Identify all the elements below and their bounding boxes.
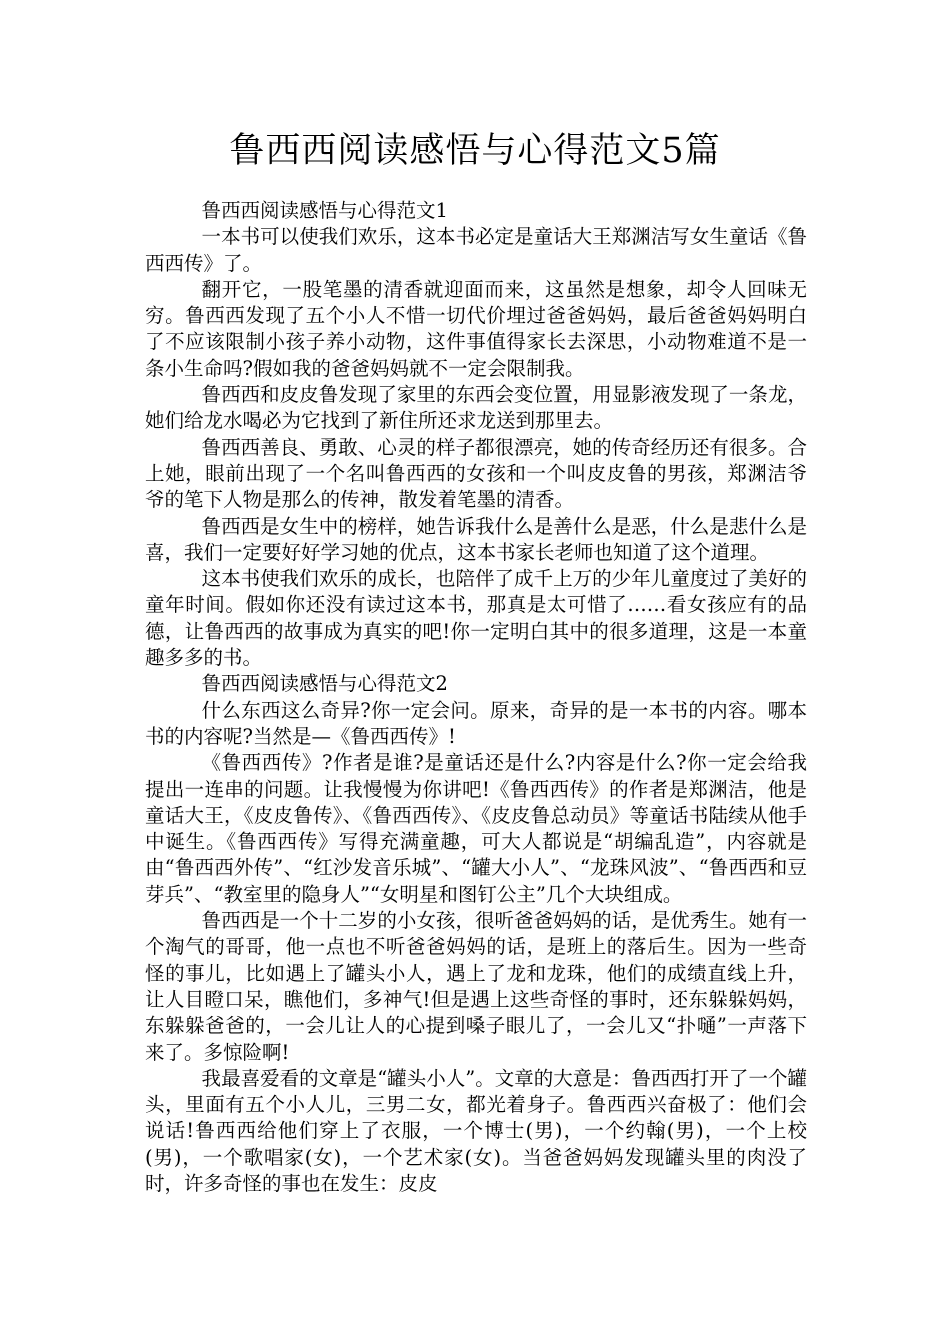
- paragraph: 鲁西西是女生中的榜样，她告诉我什么是善什么是恶，什么是悲什么是喜，我们一定要好好学习她的优点，这本书家长老师也知道了这个道理。: [145, 514, 807, 564]
- section-heading: 鲁西西阅读感悟与心得范文1: [201, 199, 448, 222]
- paragraph: 鲁西西是一个十二岁的小女孩，很听爸爸妈妈的话，是优秀生。她有一个淘气的哥哥，他一点也不听爸爸妈妈的话，是班上的落后生。因为一些奇怪的事儿，比如遇上了罐头小人，遇上了龙和龙珠，他们的成绩直线上升，让人目瞪口呆，瞧他们，多神气!但是遇上这些奇怪的事时，还东躲躲妈妈，东躲躲爸爸的，一会儿让人的心提到嗓子眼儿了，一会儿又“扑嗵”一声落下来了。多惊险啊!: [145, 909, 807, 1064]
- paragraph: 这本书使我们欢乐的成长，也陪伴了成千上万的少年儿童度过了美好的童年时间。假如你还没有读过这本书，那真是太可惜了……看女孩应有的品德，让鲁西西的故事成为真实的吧!你一定明白其中的很多道理，这是一本童趣多多的书。: [145, 567, 807, 670]
- paragraph: 什么东西这么奇异?你一定会问。原来，奇异的是一本书的内容。哪本书的内容呢?当然是—《鲁西西传》!: [145, 698, 807, 748]
- paragraph: 《鲁西西传》?作者是谁?是童话还是什么?内容是什么?你一定会给我提出一连串的问题。让我慢慢为你讲吧!《鲁西西传》的作者是郑渊洁，他是童话大王，《皮皮鲁传》、《鲁西西传》、《皮皮鲁总动员》等童话书陆续从他手中诞生。《鲁西西传》写得充满童趣，可大人都说是“胡编乱造”，内容就是由“鲁西西外传”、“红沙发音乐城”、“罐大小人”、“龙珠风波”、“鲁西西和豆芽兵”、“教室里的隐身人”“女明星和图钉公主”几个大块组成。: [145, 751, 807, 906]
- paragraph: 一本书可以使我们欢乐，这本书必定是童话大王郑渊洁写女生童话《鲁西西传》了。: [145, 225, 807, 275]
- page-title: 鲁西西阅读感悟与心得范文5篇: [229, 131, 721, 171]
- section-heading: 鲁西西阅读感悟与心得范文2: [201, 672, 448, 696]
- document-body: [145, 198, 807, 1197]
- paragraph: 鲁西西善良、勇敢、心灵的样子都很漂亮，她的传奇经历还有很多。合上她，眼前出现了一个名叫鲁西西的女孩和一个叫皮皮鲁的男孩，郑渊洁爷爷的笔下人物是那么的传神，散发着笔墨的清香。: [145, 435, 807, 512]
- paragraph: 翻开它，一股笔墨的清香就迎面而来，这虽然是想象，却令人回味无穷。鲁西西发现了五个小人不惜一切代价埋过爸爸妈妈，最后爸爸妈妈明白了不应该限制小孩子养小动物，这件事值得家长去深思，小动物难道不是一条小生命吗?假如我的爸爸妈妈就不一定会限制我。: [145, 277, 807, 380]
- paragraph: 鲁西西和皮皮鲁发现了家里的东西会变位置，用显影液发现了一条龙，她们给龙水喝必为它找到了新住所还求龙送到那里去。: [145, 383, 807, 433]
- paragraph: 我最喜爱看的文章是“罐头小人”。文章的大意是：鲁西西打开了一个罐头，里面有五个小人儿，三男二女，都光着身子。鲁西西兴奋极了：他们会说话!鲁西西给他们穿上了衣服，一个博士(男)，一个约翰(男)，一个上校(男)，一个歌唱家(女)，一个艺术家(女)。当爸爸妈妈发现罐头里的肉没了时，许多奇怪的事也在发生：皮皮: [145, 1066, 807, 1195]
